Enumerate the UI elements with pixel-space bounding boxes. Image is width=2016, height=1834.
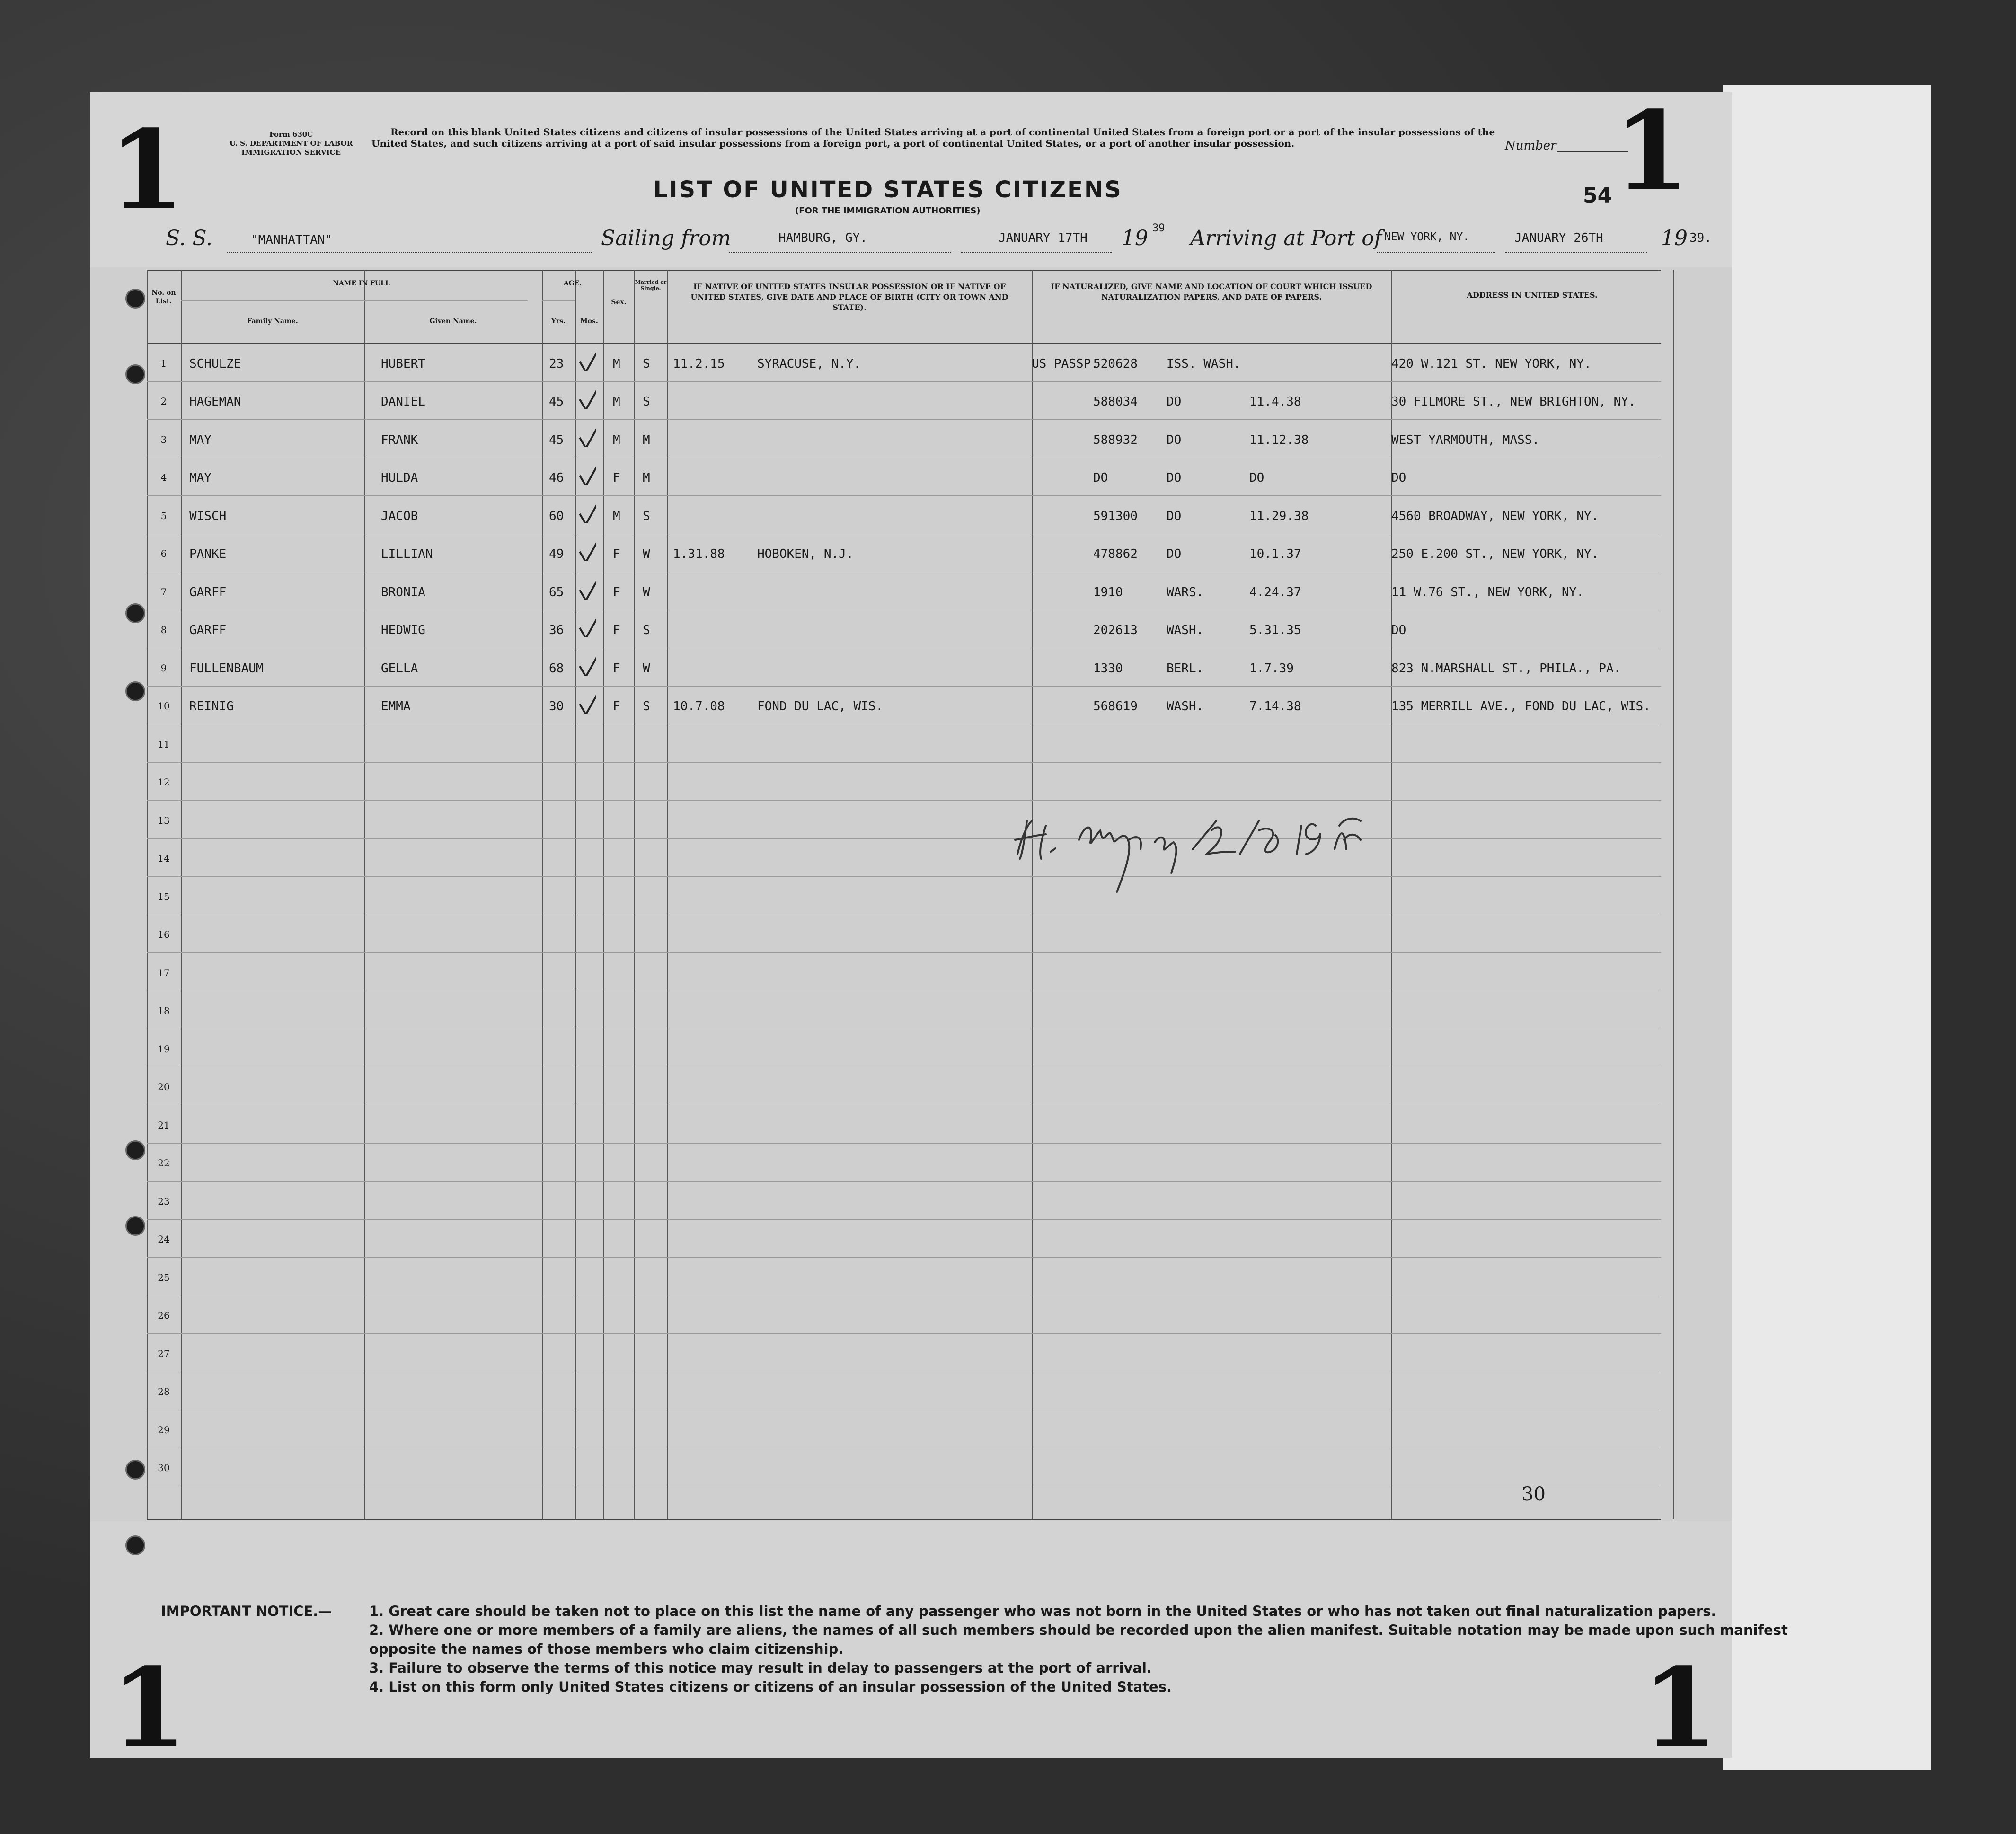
row-rule bbox=[147, 419, 1661, 420]
check-mark bbox=[577, 380, 596, 409]
cell-family: FULLENBAUM bbox=[189, 661, 264, 676]
row-rule bbox=[147, 1219, 1661, 1220]
row-rule bbox=[147, 800, 1661, 801]
row-rule bbox=[147, 1333, 1661, 1334]
notice-list bbox=[369, 1602, 1836, 1696]
cell-given: DANIEL bbox=[381, 395, 425, 409]
cell-family: WISCH bbox=[189, 509, 227, 523]
cell-status: M bbox=[643, 432, 650, 447]
year-prefix-1: 19 bbox=[1122, 226, 1148, 250]
cell-paper: 478862 bbox=[1093, 547, 1138, 561]
cell-status: S bbox=[643, 699, 650, 714]
notice-item: 1. Great care should be taken not to place on this list the name of any passenger who was not born in the United States or who has not taken out final naturalization papers. bbox=[369, 1603, 1716, 1619]
cell-given: JACOB bbox=[381, 509, 418, 523]
cell-age: 45 bbox=[549, 395, 564, 409]
cell-status: S bbox=[643, 509, 650, 523]
tally-mark: 30 bbox=[1521, 1483, 1546, 1505]
cell-family: GARFF bbox=[189, 623, 227, 637]
check-mark bbox=[577, 647, 596, 676]
corner-number-top-right: 1 bbox=[1614, 88, 1690, 215]
row-number: 30 bbox=[158, 1462, 170, 1473]
col-header-sex: Sex. bbox=[611, 299, 627, 306]
cell-date: 10.1.37 bbox=[1249, 547, 1301, 561]
cell-sex: F bbox=[613, 547, 620, 561]
cell-age: 46 bbox=[549, 471, 564, 485]
cell-family: PANKE bbox=[189, 547, 227, 561]
col-header-given: Given Name. bbox=[429, 317, 477, 325]
row-number: 10 bbox=[158, 700, 170, 712]
cell-age: 36 bbox=[549, 623, 564, 637]
cell-given: FRANK bbox=[381, 432, 418, 447]
check-mark bbox=[577, 343, 596, 371]
row-number: 3 bbox=[160, 433, 167, 445]
age-group-rule bbox=[542, 300, 575, 301]
row-rule bbox=[147, 686, 1661, 687]
cell-family: SCHULZE bbox=[189, 356, 241, 371]
cell-status: S bbox=[643, 356, 650, 371]
cell-status: W bbox=[643, 585, 650, 600]
corner-number-bottom-right: 1 bbox=[1642, 1644, 1718, 1772]
row-number: 8 bbox=[160, 624, 167, 635]
page-subtitle: (FOR THE IMMIGRATION AUTHORITIES) bbox=[795, 206, 981, 216]
row-number: 9 bbox=[160, 662, 167, 674]
cell-sex: M bbox=[613, 395, 620, 409]
cell-sex: F bbox=[613, 661, 620, 676]
check-mark bbox=[577, 495, 596, 523]
col-header-no: No. on List. bbox=[151, 289, 176, 305]
cell-court: WASH. bbox=[1167, 699, 1204, 714]
inspector-signature bbox=[1013, 807, 1462, 920]
row-number: 27 bbox=[158, 1348, 170, 1359]
cell-paper: 588932 bbox=[1093, 432, 1138, 447]
row-number: 2 bbox=[160, 396, 167, 407]
row-rule bbox=[147, 1257, 1661, 1258]
ship-name: "MANHATTAN" bbox=[251, 233, 333, 247]
cell-status: S bbox=[643, 395, 650, 409]
cell-status: W bbox=[643, 661, 650, 676]
cell-paper: 1910 bbox=[1093, 585, 1123, 600]
cell-sex: M bbox=[613, 356, 620, 371]
arriving-label: Arriving at Port of bbox=[1190, 226, 1382, 250]
page-title: LIST OF UNITED STATES CITIZENS bbox=[653, 176, 1123, 203]
row-number: 6 bbox=[160, 548, 167, 559]
service: IMMIGRATION SERVICE bbox=[241, 148, 341, 157]
col-header-naturalized: IF NATURALIZED, GIVE NAME AND LOCATION OF COURT WHICH ISSUED NATURALIZATION PAPERS, AND DATE OF PAPERS. bbox=[1051, 282, 1372, 301]
from-underline bbox=[729, 252, 951, 253]
row-rule bbox=[147, 495, 1661, 496]
cell-birth-date: 10.7.08 bbox=[673, 699, 725, 714]
notice-item: 3. Failure to observe the terms of this notice may result in delay to passengers at the port of arrival. bbox=[369, 1660, 1152, 1676]
check-mark bbox=[577, 419, 596, 447]
cell-date: 4.24.37 bbox=[1249, 585, 1301, 600]
cell-address: WEST YARMOUTH, MASS. bbox=[1391, 432, 1540, 447]
number-field bbox=[1557, 151, 1628, 152]
col-rule-10 bbox=[1673, 270, 1674, 1519]
row-number: 24 bbox=[158, 1234, 170, 1245]
intro-text: Record on this blank United States citizens and citizens of insular possessions of the United States arriving at a port of continental United States from a foreign port or a port of the insular possessions of the United States, and such citizens arriving at a port of said insular possessions from a foreign port, a port of continental United States, or a port of another insular possession. bbox=[371, 126, 1495, 149]
table-bottom-border bbox=[147, 1519, 1661, 1520]
cell-age: 23 bbox=[549, 356, 564, 371]
cell-age: 30 bbox=[549, 699, 564, 714]
row-number: 16 bbox=[158, 929, 170, 940]
row-number: 22 bbox=[158, 1157, 170, 1169]
row-number: 28 bbox=[158, 1386, 170, 1397]
check-mark bbox=[577, 685, 596, 714]
cell-address: DO bbox=[1391, 623, 1406, 637]
cell-date: 11.12.38 bbox=[1249, 432, 1309, 447]
year-prefix-2: 19 bbox=[1661, 226, 1688, 250]
cell-sex: F bbox=[613, 471, 620, 485]
punch-hole bbox=[125, 1535, 145, 1555]
header-bottom-border bbox=[147, 343, 1661, 344]
page-number: 54 bbox=[1583, 184, 1612, 208]
cell-paper: 202613 bbox=[1093, 623, 1138, 637]
sailing-label: Sailing from bbox=[601, 226, 731, 250]
cell-age: 49 bbox=[549, 547, 564, 561]
cell-family: REINIG bbox=[189, 699, 234, 714]
notice-lead: IMPORTANT NOTICE.— bbox=[161, 1603, 332, 1619]
cell-date: 11.29.38 bbox=[1249, 509, 1309, 523]
table-top-border bbox=[147, 270, 1661, 271]
row-number: 17 bbox=[158, 967, 170, 979]
arrival-port: NEW YORK, NY. bbox=[1384, 231, 1470, 243]
row-rule bbox=[147, 1181, 1661, 1182]
row-number: 21 bbox=[158, 1119, 170, 1131]
cell-given: LILLIAN bbox=[381, 547, 433, 561]
cell-court: WASH. bbox=[1167, 623, 1204, 637]
row-number: 25 bbox=[158, 1271, 170, 1283]
cell-address: 30 FILMORE ST., NEW BRIGHTON, NY. bbox=[1391, 395, 1636, 409]
punch-hole bbox=[125, 1460, 145, 1480]
arrival-date: JANUARY 26TH bbox=[1514, 231, 1603, 245]
row-number: 23 bbox=[158, 1195, 170, 1207]
cell-court: WARS. bbox=[1167, 585, 1204, 600]
cell-address: 250 E.200 ST., NEW YORK, NY. bbox=[1391, 547, 1599, 561]
cell-birth-date: 11.2.15 bbox=[673, 356, 725, 371]
row-number: 5 bbox=[160, 510, 167, 521]
cell-address: 420 W.121 ST. NEW YORK, NY. bbox=[1391, 356, 1592, 371]
arrival-year: 39. bbox=[1689, 231, 1712, 245]
row-number: 18 bbox=[158, 1005, 170, 1016]
corner-number-top-left: 1 bbox=[109, 106, 185, 234]
col-header-address: ADDRESS IN UNITED STATES. bbox=[1467, 291, 1598, 300]
check-mark bbox=[577, 571, 596, 600]
check-mark bbox=[577, 533, 596, 561]
cell-sex: M bbox=[613, 432, 620, 447]
col-header-married: Married or Single. bbox=[635, 279, 667, 291]
manifest-sheet bbox=[90, 88, 1788, 1772]
cell-paper: 588034 bbox=[1093, 395, 1138, 409]
notice-item: 4. List on this form only United States citizens or citizens of an insular possession of the United States. bbox=[369, 1679, 1172, 1695]
cell-address: DO bbox=[1391, 471, 1406, 485]
row-number: 4 bbox=[160, 472, 167, 483]
cell-family: MAY bbox=[189, 432, 212, 447]
cell-birth-place: HOBOKEN, N.J. bbox=[757, 547, 854, 561]
cell-age: 65 bbox=[549, 585, 564, 600]
cell-sex: F bbox=[613, 699, 620, 714]
row-number: 11 bbox=[158, 738, 170, 750]
port-underline bbox=[1377, 252, 1495, 253]
cell-given: GELLA bbox=[381, 661, 418, 676]
cell-court: DO bbox=[1167, 547, 1182, 561]
cell-paper: 568619 bbox=[1093, 699, 1138, 714]
cell-court: DO bbox=[1167, 432, 1182, 447]
row-number: 12 bbox=[158, 776, 170, 788]
number-label: Number bbox=[1505, 139, 1556, 153]
corner-number-bottom-left: 1 bbox=[111, 1644, 187, 1772]
row-number: 1 bbox=[160, 357, 167, 369]
row-rule bbox=[147, 381, 1661, 382]
row-number: 13 bbox=[158, 814, 170, 826]
cell-paper: 520628 bbox=[1093, 356, 1138, 371]
cell-age: 68 bbox=[549, 661, 564, 676]
cell-date: 5.31.35 bbox=[1249, 623, 1301, 637]
form-number: Form 630C bbox=[269, 130, 313, 139]
cell-status: M bbox=[643, 471, 650, 485]
row-rule bbox=[147, 952, 1661, 953]
name-group-rule bbox=[181, 300, 528, 301]
cell-status: W bbox=[643, 547, 650, 561]
cell-given: BRONIA bbox=[381, 585, 425, 600]
department: U. S. DEPARTMENT OF LABOR bbox=[230, 139, 353, 148]
cell-address: 4560 BROADWAY, NEW YORK, NY. bbox=[1391, 509, 1599, 523]
cell-age: 45 bbox=[549, 432, 564, 447]
cell-family: HAGEMAN bbox=[189, 395, 241, 409]
row-number: 20 bbox=[158, 1081, 170, 1093]
check-mark bbox=[577, 457, 596, 485]
backing-sheet bbox=[1723, 85, 1931, 1770]
row-rule bbox=[147, 762, 1661, 763]
cell-address: 11 W.76 ST., NEW YORK, NY. bbox=[1391, 585, 1584, 600]
check-mark bbox=[577, 609, 596, 637]
notice-item: 2. Where one or more members of a family are aliens, the names of all such members should be recorded upon the alien manifest. Suitable notation may be made upon such manifest opposite the names of those members who claim citizenship. bbox=[369, 1622, 1788, 1657]
cell-birth-place: FOND DU LAC, WIS. bbox=[757, 699, 884, 714]
cell-paper: 1330 bbox=[1093, 661, 1123, 676]
sailing-from: HAMBURG, GY. bbox=[778, 231, 867, 245]
cell-court: DO bbox=[1167, 395, 1182, 409]
cell-sex: F bbox=[613, 623, 620, 637]
cell-status: S bbox=[643, 623, 650, 637]
cell-date: 7.14.38 bbox=[1249, 699, 1301, 714]
cell-court: ISS. WASH. bbox=[1167, 356, 1241, 371]
cell-date: 11.4.38 bbox=[1249, 395, 1301, 409]
cell-age: 60 bbox=[549, 509, 564, 523]
voyage-line bbox=[166, 222, 1712, 255]
sailing-date: JANUARY 17TH bbox=[999, 231, 1088, 245]
date-underline bbox=[961, 252, 1112, 253]
row-number: 7 bbox=[160, 586, 167, 598]
cell-sex: M bbox=[613, 509, 620, 523]
cell-given: HUBERT bbox=[381, 356, 425, 371]
cell-given: EMMA bbox=[381, 699, 411, 714]
cell-court: DO bbox=[1167, 509, 1182, 523]
row-number: 19 bbox=[158, 1043, 170, 1055]
punch-hole bbox=[125, 1140, 145, 1160]
cell-date: DO bbox=[1249, 471, 1264, 485]
arrival-date-underline bbox=[1505, 252, 1647, 253]
cell-pre: US PASSP. bbox=[1032, 356, 1098, 371]
row-number: 26 bbox=[158, 1310, 170, 1321]
col-header-yrs: Yrs. bbox=[551, 317, 566, 325]
cell-paper: DO bbox=[1093, 471, 1108, 485]
col-header-family: Family Name. bbox=[247, 317, 298, 325]
row-rule bbox=[147, 1143, 1661, 1144]
cell-family: MAY bbox=[189, 471, 212, 485]
punch-hole bbox=[125, 289, 145, 309]
cell-given: HULDA bbox=[381, 471, 418, 485]
row-number: 14 bbox=[158, 853, 170, 864]
ss-label: S. S. bbox=[166, 226, 213, 250]
cell-address: 135 MERRILL AVE., FOND DU LAC, WIS. bbox=[1391, 699, 1651, 714]
punch-hole bbox=[125, 681, 145, 701]
col-header-mos: Mos. bbox=[580, 317, 598, 325]
cell-sex: F bbox=[613, 585, 620, 600]
sailing-year: 39 bbox=[1152, 222, 1165, 234]
col-header-native: IF NATIVE OF UNITED STATES INSULAR POSSESSION OR IF NATIVE OF UNITED STATES, GIVE DATE AND PLACE OF BIRTH (CITY OR TOWN AND STATE). bbox=[690, 282, 1008, 312]
ship-underline bbox=[227, 252, 592, 253]
punch-hole bbox=[125, 364, 145, 384]
cell-date: 1.7.39 bbox=[1249, 661, 1294, 676]
cell-family: GARFF bbox=[189, 585, 227, 600]
cell-court: DO bbox=[1167, 471, 1182, 485]
cell-birth-date: 1.31.88 bbox=[673, 547, 725, 561]
cell-birth-place: SYRACUSE, N.Y. bbox=[757, 356, 861, 371]
cell-address: 823 N.MARSHALL ST., PHILA., PA. bbox=[1391, 661, 1621, 676]
form-id bbox=[230, 130, 353, 157]
col-header-name-in-full: NAME IN FULL bbox=[333, 280, 390, 287]
cell-court: BERL. bbox=[1167, 661, 1204, 676]
cell-given: HEDWIG bbox=[381, 623, 425, 637]
row-number: 29 bbox=[158, 1424, 170, 1436]
punch-hole bbox=[125, 1216, 145, 1236]
row-number: 15 bbox=[158, 891, 170, 902]
cell-paper: 591300 bbox=[1093, 509, 1138, 523]
col-header-age: AGE. bbox=[563, 280, 582, 287]
punch-hole bbox=[125, 603, 145, 623]
